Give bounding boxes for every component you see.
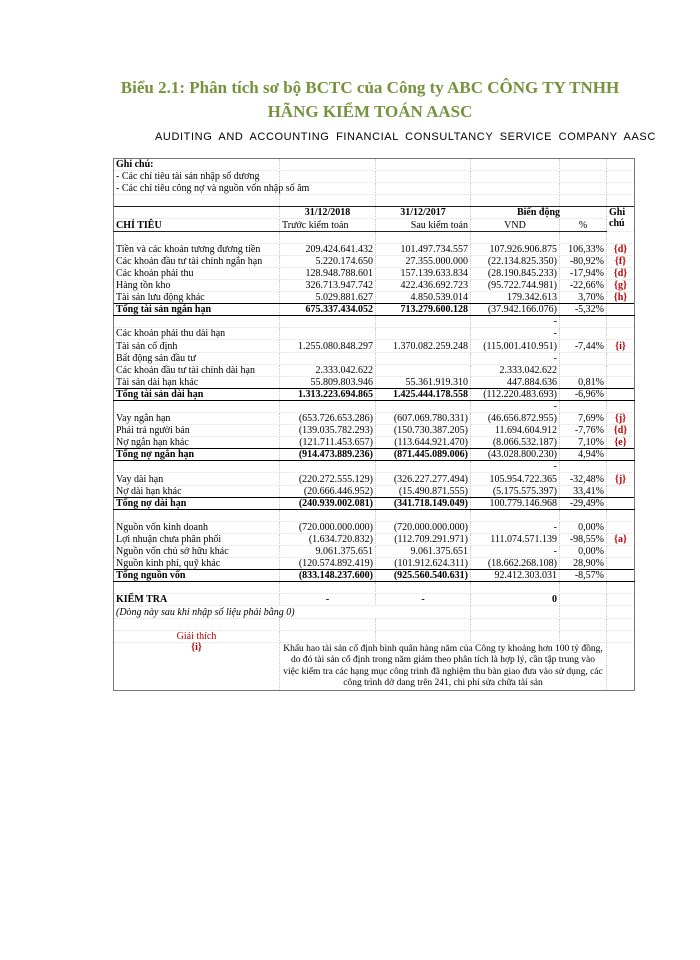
variance-vnd: (43.028.800.230) [471,449,560,461]
table-row [114,243,635,255]
note-ref [607,558,635,570]
variance-percent [560,364,607,376]
header-after-audit: Sau kiểm toán [376,219,471,231]
row-label: Tài sản lưu động khác [114,292,280,304]
footnote-text: Khấu hao tài sản cố định bình quân hàng năm của Công ty khoảng hơn 100 tỷ đồng, do đó tài sản cố định trong năm giảm theo phân tích là hợp lý, cần tập trung vào việc kiểm tra các hạng mục công trình đã nghiệm thu bàn giao đưa vào sử dụng, các công trình dở dang trên 241, chi phí sửa chữa tài sản [280,642,607,690]
variance-percent [560,328,607,340]
variance-percent: 0,00% [560,546,607,558]
table-row [114,412,635,424]
row-label: Vay dài hạn [114,473,280,485]
variance-vnd: (112.220.483.693) [471,388,560,400]
empty-cell [560,630,607,642]
value-2017: 713.279.600.128 [376,304,471,316]
note-ref [607,497,635,509]
note-ref [607,304,635,316]
variance-vnd: 447.884.636 [471,376,560,388]
variance-percent [560,352,607,364]
variance-vnd: (22.134.825.350) [471,255,560,267]
row-label: Tổng nợ ngắn hạn [114,449,280,461]
note-ref: {j} [607,473,635,485]
value-2018: (720.000.000.000) [280,521,376,533]
total-row [114,570,635,582]
row-label: Các khoản đầu tư tài chính ngắn hạn [114,255,280,267]
value-2018: (20.666.446.952) [280,485,376,497]
value-2018: (220.272.555.129) [280,473,376,485]
note-ref: {i} [607,340,635,352]
notes-heading-row [114,159,635,171]
table-row [114,292,635,304]
table-row [114,267,635,279]
notes-line-row [114,183,635,195]
variance-percent: -7,76% [560,425,607,437]
value-2017: (112.709.291.971) [376,533,471,545]
row-label: Phải trả người bán [114,425,280,437]
value-2018: 2.333.042.622 [280,364,376,376]
empty-cell [560,582,607,594]
value-2017 [376,509,471,521]
footnote-label-row [114,630,635,642]
variance-vnd: 11.694.604.912 [471,425,560,437]
note-ref: {g} [607,279,635,291]
notes-heading: Ghi chú: [114,159,280,171]
variance-percent: 33,41% [560,485,607,497]
row-label: Các khoản đầu tư tài chính dài hạn [114,364,280,376]
check-row [114,594,635,606]
row-label: Tài sản dài hạn khác [114,376,280,388]
table-row [114,352,635,364]
note-ref [607,400,635,412]
value-2018: 9.061.375.651 [280,546,376,558]
value-2017 [376,461,471,473]
variance-vnd: 2.333.042.622 [471,364,560,376]
variance-percent: -7,44% [560,340,607,352]
empty-cell [607,582,635,594]
empty-cell [607,642,635,690]
spacer-row [114,618,635,630]
variance-vnd: - [471,352,560,364]
value-2017: (871.445.089.006) [376,449,471,461]
value-2018 [280,328,376,340]
table-row [114,425,635,437]
note-ref [607,521,635,533]
table-row [114,485,635,497]
variance-vnd: (95.722.744.981) [471,279,560,291]
empty-cell [376,582,471,594]
total-row [114,497,635,509]
value-2017: (326.227.277.494) [376,473,471,485]
check-2018: - [280,594,376,606]
variance-vnd: (8.066.532.187) [471,437,560,449]
empty-cell [280,582,376,594]
value-2018 [280,352,376,364]
row-label: Hàng tồn kho [114,279,280,291]
row-label: Tổng nợ dài hạn [114,497,280,509]
value-2018 [280,400,376,412]
notes-line-row [114,171,635,183]
header-percent: % [560,219,607,231]
variance-vnd: 107.926.906.875 [471,243,560,255]
value-2017 [376,328,471,340]
variance-percent: 7,10% [560,437,607,449]
note-ref [607,328,635,340]
value-2018: (240.939.002.081) [280,497,376,509]
empty-cell [607,618,635,630]
variance-vnd: 179.342.613 [471,292,560,304]
variance-vnd: - [471,328,560,340]
variance-percent: -17,94% [560,267,607,279]
footnote-label: Giải thích [114,630,280,642]
row-label [114,509,280,521]
note-ref [607,546,635,558]
check-note: (Dòng này sau khi nhập số liệu phải bằng 0) [114,606,471,618]
variance-vnd: (46.656.872.955) [471,412,560,424]
empty-cell [607,630,635,642]
value-2017: (720.000.000.000) [376,521,471,533]
note-ref: {e} [607,437,635,449]
note-ref [607,388,635,400]
variance-vnd: (37.942.166.076) [471,304,560,316]
variance-percent: 3,70% [560,292,607,304]
table-row [114,473,635,485]
variance-vnd: - [471,316,560,328]
table-row [114,376,635,388]
variance-percent: -32,48% [560,473,607,485]
variance-vnd: (115.001.410.951) [471,340,560,352]
table-row [114,400,635,412]
row-label: Nợ ngắn hạn khác [114,437,280,449]
note-ref [607,316,635,328]
variance-vnd: (18.662.268.108) [471,558,560,570]
value-2017 [376,364,471,376]
empty-cell [114,618,280,630]
empty-cell [471,630,560,642]
table-row [114,340,635,352]
footnote-tag: {i} [114,642,280,690]
header-vnd: VND [471,219,560,231]
header-item: CHỈ TIÊU [114,219,280,231]
value-2018: (833.148.237.600) [280,570,376,582]
page-title: Biểu 2.1: Phân tích sơ bộ BCTC của Công ty ABC CÔNG TY TNHH HÃNG KIỂM TOÁN AASC [120,78,620,121]
value-2017: (113.644.921.470) [376,437,471,449]
empty-cell [471,618,560,630]
note-ref [607,376,635,388]
header-row [114,207,635,219]
row-label: Lợi nhuận chưa phân phối [114,533,280,545]
empty-cell [471,582,560,594]
variance-percent: 28,90% [560,558,607,570]
variance-percent [560,316,607,328]
note-ref: {d} [607,267,635,279]
row-label: Nguồn kinh phí, quỹ khác [114,558,280,570]
check-label: KIỂM TRA [114,594,280,606]
variance-percent: -6,96% [560,388,607,400]
empty-cell [376,618,471,630]
value-2017: (150.730.387.205) [376,425,471,437]
note-ref: {a} [607,533,635,545]
notes-line-1: - Các chỉ tiêu tài sản nhập số dương [114,171,280,183]
value-2018: (121.711.453.657) [280,437,376,449]
empty-cell [607,594,635,606]
variance-percent [560,400,607,412]
value-2017: 157.139.633.834 [376,267,471,279]
row-label: Tổng tài sản dài hạn [114,388,280,400]
value-2018: 5.220.174.650 [280,255,376,267]
value-2017: (925.560.540.631) [376,570,471,582]
table-row [114,533,635,545]
value-2017: (101.912.624.311) [376,558,471,570]
variance-percent: -80,92% [560,255,607,267]
value-2018: (120.574.892.419) [280,558,376,570]
note-ref [607,509,635,521]
value-2017: (607.069.780.331) [376,412,471,424]
notes-line-2: - Các chỉ tiêu công nợ và nguồn vốn nhập số âm [114,183,280,195]
row-label: Vay ngắn hạn [114,412,280,424]
table-row [114,461,635,473]
total-row [114,304,635,316]
variance-percent: -22,66% [560,279,607,291]
value-2017: 1.370.082.259.248 [376,340,471,352]
empty-cell [114,582,280,594]
row-label: Các khoản phải thu [114,267,280,279]
value-2018: 1.313.223.694.865 [280,388,376,400]
variance-percent: -5,32% [560,304,607,316]
row-label: Tiền và các khoản tương đương tiền [114,243,280,255]
note-ref [607,449,635,461]
value-2018: (139.035.782.293) [280,425,376,437]
variance-vnd: (28.190.845.233) [471,267,560,279]
value-2018 [280,316,376,328]
table-row [114,509,635,521]
empty-cell [280,618,376,630]
check-note-row [114,606,635,618]
empty-cell [280,630,376,642]
value-2017: 101.497.734.557 [376,243,471,255]
value-2017 [376,352,471,364]
empty-cell [376,630,471,642]
value-2017: (341.718.149.049) [376,497,471,509]
header-note: Ghi chú [607,207,635,231]
variance-percent: -8,57% [560,570,607,582]
note-ref [607,352,635,364]
table-row [114,558,635,570]
value-2017: 422.436.692.723 [376,279,471,291]
spacer-row [114,195,635,207]
variance-vnd: 111.074.571.139 [471,533,560,545]
table-row [114,279,635,291]
empty-cell [560,594,607,606]
value-2018: 5.029.881.627 [280,292,376,304]
value-2017: 9.061.375.651 [376,546,471,558]
variance-vnd: 92.412.303.031 [471,570,560,582]
company-subtitle: AUDITING AND ACCOUNTING FINANCIAL CONSULTANCY SERVICE COMPANY AASC [155,131,656,143]
variance-vnd: - [471,521,560,533]
value-2017 [376,400,471,412]
spacer-row [114,582,635,594]
table-row [114,521,635,533]
value-2017 [376,316,471,328]
note-ref [607,485,635,497]
variance-percent: 0,81% [560,376,607,388]
note-ref: {d} [607,425,635,437]
value-2018 [280,461,376,473]
note-ref: {d} [607,243,635,255]
row-label [114,316,280,328]
variance-percent: -29,49% [560,497,607,509]
header-variance: Biến động [471,207,607,219]
variance-percent: 0,00% [560,521,607,533]
variance-percent: -98,55% [560,533,607,545]
note-ref [607,570,635,582]
value-2018: 1.255.080.848.297 [280,340,376,352]
row-label: Nguồn vốn chủ sở hữu khác [114,546,280,558]
variance-percent [560,509,607,521]
value-2018: (653.726.653.286) [280,412,376,424]
empty-cell [607,606,635,618]
total-row [114,449,635,461]
note-ref [607,461,635,473]
variance-vnd: - [471,461,560,473]
variance-percent: 7,69% [560,412,607,424]
check-variance: 0 [471,594,560,606]
row-label: Nguồn vốn kinh doanh [114,521,280,533]
variance-vnd: 100.779.146.968 [471,497,560,509]
row-label [114,461,280,473]
value-2017: (15.490.871.555) [376,485,471,497]
header-2018: 31/12/2018 [280,207,376,219]
value-2018: 128.948.788.601 [280,267,376,279]
value-2017: 4.850.539.014 [376,292,471,304]
variance-vnd: 105.954.722.365 [471,473,560,485]
row-label: Các khoản phải thu dài hạn [114,328,280,340]
table-row [114,364,635,376]
variance-vnd [471,509,560,521]
value-2018: (1.634.720.832) [280,533,376,545]
header-2017: 31/12/2017 [376,207,471,219]
check-2017: - [376,594,471,606]
value-2017: 1.425.444.178.558 [376,388,471,400]
row-label: Tổng nguồn vốn [114,570,280,582]
subheader-row [114,219,635,231]
note-ref: {f} [607,255,635,267]
value-2018: 326.713.947.742 [280,279,376,291]
variance-percent: 106,33% [560,243,607,255]
variance-percent [560,461,607,473]
table-row [114,546,635,558]
row-label: Nợ dài hạn khác [114,485,280,497]
variance-vnd: - [471,400,560,412]
table-row [114,316,635,328]
table-row [114,255,635,267]
variance-vnd: (5.175.575.397) [471,485,560,497]
footnote-row [114,642,635,690]
row-label: Bất động sản đầu tư [114,352,280,364]
note-ref: {j} [607,412,635,424]
header-before-audit: Trước kiểm toán [280,219,376,231]
spacer-row [114,231,635,243]
value-2017: 55.361.919.310 [376,376,471,388]
row-label [114,400,280,412]
row-label: Tài sản cố định [114,340,280,352]
table-row [114,328,635,340]
empty-cell [471,606,560,618]
note-ref [607,364,635,376]
financial-analysis-table [113,158,635,691]
table-row [114,437,635,449]
value-2017: 27.355.000.000 [376,255,471,267]
variance-percent: 4,94% [560,449,607,461]
note-ref: {h} [607,292,635,304]
value-2018: 55.809.803.946 [280,376,376,388]
value-2018: 209.424.641.432 [280,243,376,255]
total-row [114,388,635,400]
value-2018: 675.337.434.052 [280,304,376,316]
variance-vnd: - [471,546,560,558]
value-2018: (914.473.889.236) [280,449,376,461]
empty-cell [560,606,607,618]
row-label: Tổng tài sản ngắn hạn [114,304,280,316]
empty-cell [560,618,607,630]
value-2018 [280,509,376,521]
